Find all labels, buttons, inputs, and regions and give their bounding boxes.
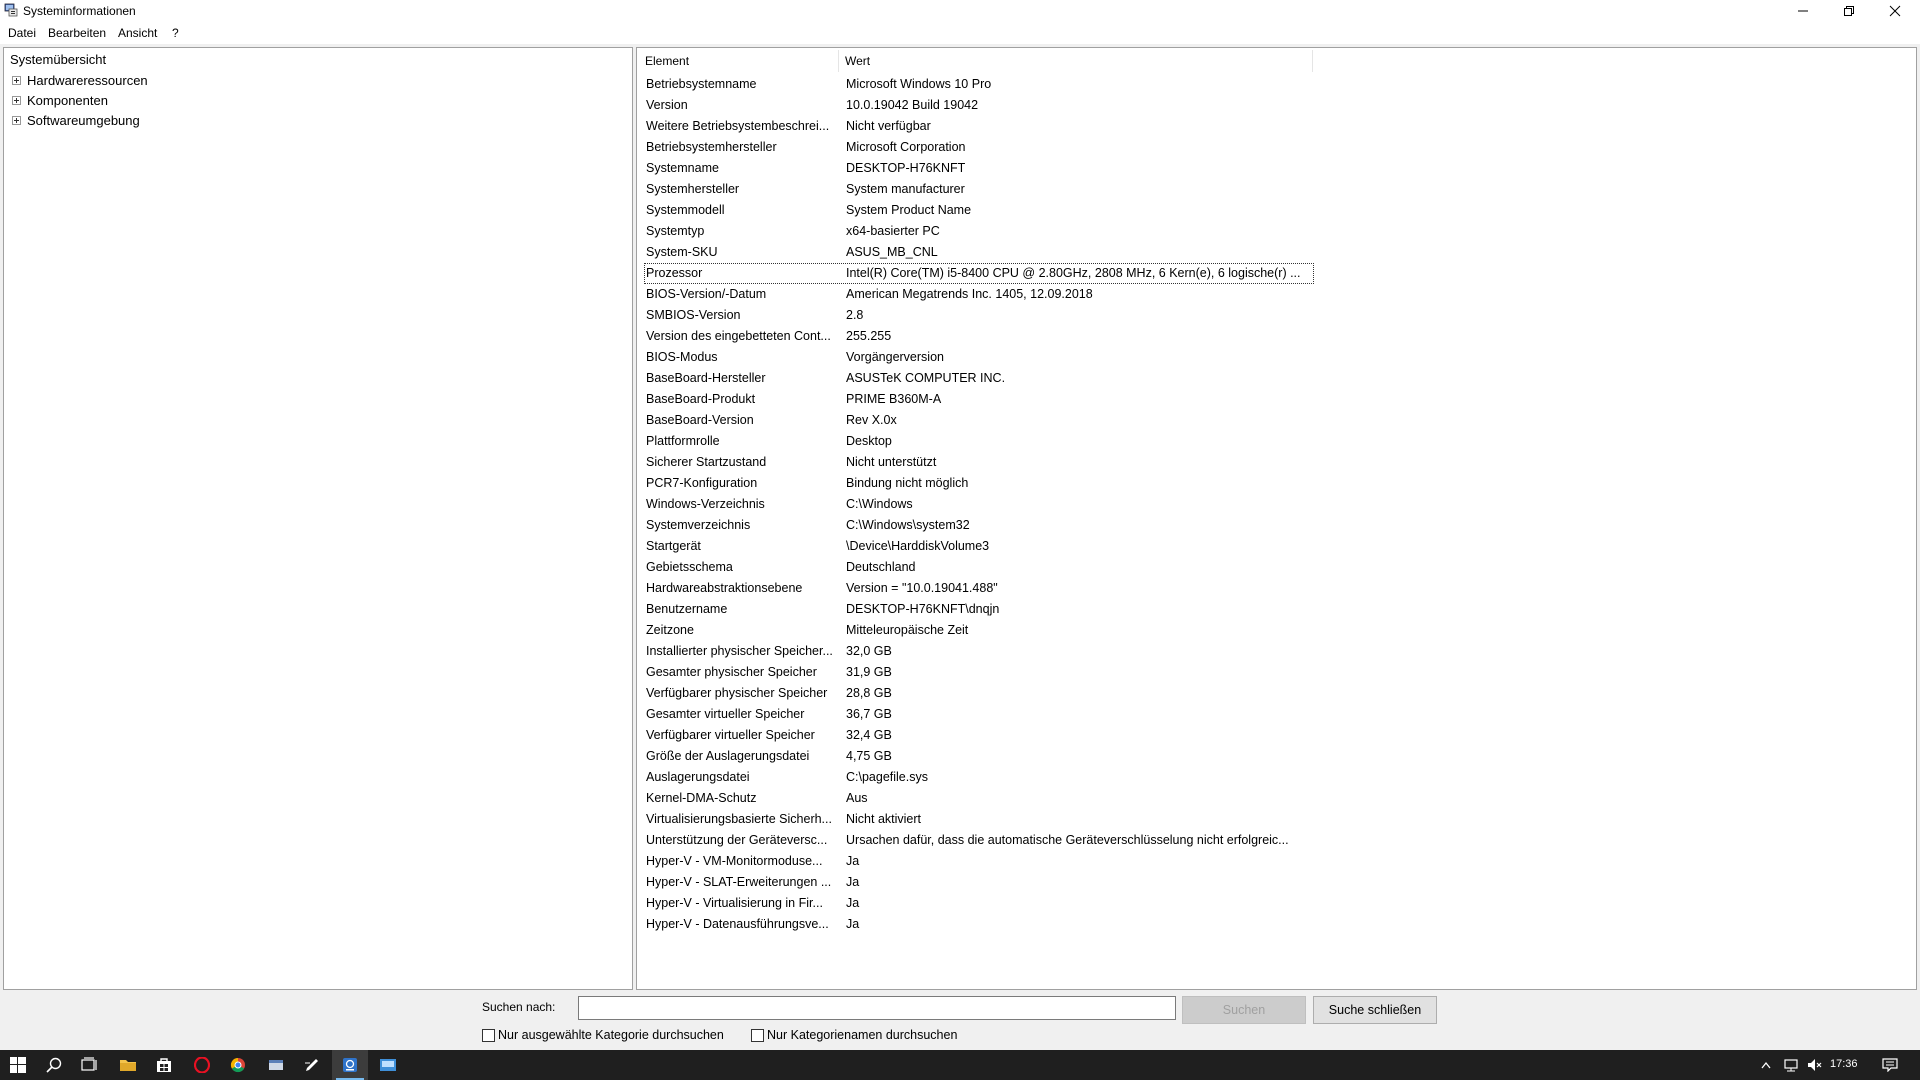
table-row[interactable]: [644, 515, 1314, 536]
value-cell: Ja: [846, 917, 860, 931]
element-cell: Systemtyp: [646, 224, 705, 238]
restore-button[interactable]: [1826, 0, 1872, 22]
close-search-button[interactable]: Suche schließen: [1313, 996, 1437, 1024]
category-tree: [3, 47, 633, 990]
list-header: [637, 48, 1916, 73]
expand-icon[interactable]: [12, 76, 21, 85]
element-cell: Gesamter virtueller Speicher: [646, 707, 805, 721]
remote-app-icon: [379, 1058, 397, 1072]
value-cell: System manufacturer: [846, 182, 965, 196]
table-row[interactable]: [644, 536, 1314, 557]
element-cell: Hyper-V - VM-Monitormoduse...: [646, 854, 823, 868]
minimize-icon: [1797, 5, 1809, 17]
table-row[interactable]: [644, 263, 1314, 284]
table-row[interactable]: [644, 284, 1314, 305]
chevron-up-icon: [1761, 1061, 1771, 1069]
value-cell: Nicht aktiviert: [846, 812, 922, 826]
element-cell: BIOS-Modus: [646, 350, 718, 364]
menu-help[interactable]: ?: [172, 26, 179, 40]
table-row[interactable]: [644, 599, 1314, 620]
value-cell: 255.255: [846, 329, 892, 343]
checkbox-box[interactable]: [751, 1029, 764, 1042]
element-cell: Prozessor: [646, 266, 703, 280]
taskbar-chrome[interactable]: [220, 1050, 256, 1080]
checkbox-selected-category[interactable]: [482, 1028, 724, 1042]
element-cell: Gebietsschema: [646, 560, 733, 574]
search-button[interactable]: Suchen: [1182, 996, 1306, 1024]
tree-item-softwareumgebung[interactable]: [12, 112, 140, 128]
element-cell: Hyper-V - SLAT-Erweiterungen ...: [646, 875, 832, 889]
checkbox-category-names[interactable]: [751, 1028, 957, 1042]
value-cell: Intel(R) Core(TM) i5-8400 CPU @ 2.80GHz, 2808 MHz, 6 Kern(e), 6 logische(r) ...: [846, 266, 1301, 280]
table-row[interactable]: [644, 200, 1314, 221]
taskbar-system-info[interactable]: [332, 1050, 368, 1080]
start-button[interactable]: [0, 1050, 36, 1080]
menu-datei[interactable]: Datei: [8, 26, 37, 40]
tray-network[interactable]: [1780, 1050, 1802, 1080]
value-cell: 28,8 GB: [846, 686, 892, 700]
table-row[interactable]: [644, 893, 1314, 914]
value-cell: Desktop: [846, 434, 892, 448]
value-cell: Rev X.0x: [846, 413, 897, 427]
search-input[interactable]: [578, 996, 1176, 1020]
element-cell: Sicherer Startzustand: [646, 455, 767, 469]
element-cell: Version: [646, 98, 688, 112]
element-cell: BaseBoard-Version: [646, 413, 754, 427]
value-cell: 36,7 GB: [846, 707, 892, 721]
table-row[interactable]: [644, 410, 1314, 431]
network-icon: [1783, 1058, 1799, 1072]
value-cell: American Megatrends Inc. 1405, 12.09.2018: [846, 287, 1093, 301]
value-cell: Aus: [846, 791, 868, 805]
taskbar-explorer[interactable]: [110, 1050, 146, 1080]
search-icon: [46, 1057, 62, 1073]
element-cell: Betriebsystemhersteller: [646, 140, 777, 154]
windows-start-icon: [10, 1057, 26, 1073]
element-cell: Version des eingebetteten Cont...: [646, 329, 831, 343]
restore-icon: [1843, 5, 1855, 17]
element-cell: Weitere Betriebsystembeschrei...: [646, 119, 830, 133]
value-cell: ASUSTeK COMPUTER INC.: [846, 371, 1006, 385]
table-row[interactable]: [644, 494, 1314, 515]
value-cell: Vorgängerversion: [846, 350, 944, 364]
window-app-icon: [268, 1058, 284, 1072]
table-row[interactable]: [644, 746, 1314, 767]
value-cell: DESKTOP-H76KNFT: [846, 161, 966, 175]
opera-icon: [194, 1057, 210, 1073]
tree-item-label: Komponenten: [27, 92, 108, 108]
value-cell: C:\pagefile.sys: [846, 770, 928, 784]
table-row[interactable]: [644, 809, 1314, 830]
tree-item-systemuebersicht[interactable]: Systemübersicht: [10, 52, 107, 67]
taskbar-app-2[interactable]: [370, 1050, 406, 1080]
value-cell: Bindung nicht möglich: [846, 476, 969, 490]
checkbox-label: Nur Kategorienamen durchsuchen: [767, 1028, 958, 1042]
value-cell: C:\Windows: [846, 497, 913, 511]
table-row[interactable]: [644, 305, 1314, 326]
table-row[interactable]: [644, 662, 1314, 683]
value-cell: Microsoft Windows 10 Pro: [846, 77, 992, 91]
search-bar: [0, 990, 1920, 1050]
element-cell: PCR7-Konfiguration: [646, 476, 758, 490]
element-cell: BaseBoard-Hersteller: [646, 371, 766, 385]
element-cell: Hardwareabstraktionsebene: [646, 581, 803, 595]
table-row[interactable]: [644, 242, 1314, 263]
tree-item-label: Softwareumgebung: [27, 112, 140, 128]
element-cell: Verfügbarer virtueller Speicher: [646, 728, 815, 742]
table-row[interactable]: [644, 872, 1314, 893]
table-row[interactable]: [644, 704, 1314, 725]
element-cell: System-SKU: [646, 245, 718, 259]
table-row[interactable]: [644, 473, 1314, 494]
tray-volume[interactable]: [1804, 1050, 1826, 1080]
title-bar: [0, 0, 1920, 22]
value-cell: Mitteleuropäische Zeit: [846, 623, 969, 637]
value-cell: Microsoft Corporation: [846, 140, 966, 154]
value-cell: C:\Windows\system32: [846, 518, 970, 532]
element-cell: SMBIOS-Version: [646, 308, 741, 322]
value-cell: Nicht unterstützt: [846, 455, 937, 469]
expand-icon[interactable]: [12, 96, 21, 105]
table-row[interactable]: [644, 74, 1314, 95]
table-row[interactable]: [644, 179, 1314, 200]
menu-bar: [0, 22, 1920, 44]
window-title: Systeminformationen: [23, 4, 136, 18]
value-cell: x64-basierter PC: [846, 224, 940, 238]
notification-icon: [1882, 1058, 1898, 1072]
column-divider[interactable]: [1312, 50, 1313, 72]
clock[interactable]: 17:36: [1830, 1058, 1858, 1070]
close-icon: [1889, 5, 1901, 17]
tree-item-label: Hardwareressourcen: [27, 72, 148, 88]
pen-icon: [304, 1057, 320, 1073]
table-row[interactable]: [644, 137, 1314, 158]
table-row[interactable]: [644, 578, 1314, 599]
value-cell: Ja: [846, 896, 860, 910]
search-label: Suchen nach:: [482, 1000, 556, 1014]
element-cell: Benutzername: [646, 602, 728, 616]
value-cell: Ja: [846, 854, 860, 868]
element-cell: BaseBoard-Produkt: [646, 392, 756, 406]
menu-bearbeiten[interactable]: Bearbeiten: [48, 26, 107, 40]
element-cell: Hyper-V - Virtualisierung in Fir...: [646, 896, 823, 910]
element-cell: Unterstützung der Geräteversc...: [646, 833, 828, 847]
table-row[interactable]: [644, 452, 1314, 473]
system-info-app-icon: [4, 3, 18, 17]
value-cell: Ursachen dafür, dass die automatische Geräteverschlüsselung nicht erfolgreic...: [846, 833, 1289, 847]
value-cell: 32,0 GB: [846, 644, 892, 658]
value-cell: PRIME B360M-A: [846, 392, 942, 406]
table-row[interactable]: [644, 158, 1314, 179]
table-row[interactable]: [644, 347, 1314, 368]
element-cell: Virtualisierungsbasierte Sicherh...: [646, 812, 832, 826]
value-cell: 31,9 GB: [846, 665, 892, 679]
task-view-icon: [81, 1057, 99, 1073]
table-row[interactable]: [644, 683, 1314, 704]
column-divider[interactable]: [838, 50, 839, 72]
table-row[interactable]: [644, 725, 1314, 746]
value-cell: Version = "10.0.19041.488": [846, 581, 998, 595]
checkbox-box[interactable]: [482, 1029, 495, 1042]
element-cell: BIOS-Version/-Datum: [646, 287, 767, 301]
chrome-icon: [230, 1057, 246, 1073]
table-row[interactable]: [644, 767, 1314, 788]
table-row[interactable]: [644, 620, 1314, 641]
element-cell: Systemname: [646, 161, 719, 175]
value-cell: Deutschland: [846, 560, 916, 574]
tray-overflow-button[interactable]: [1756, 1050, 1776, 1080]
folder-icon: [119, 1057, 137, 1073]
table-row[interactable]: [644, 221, 1314, 242]
element-cell: Größe der Auslagerungsdatei: [646, 749, 810, 763]
task-view-button[interactable]: [72, 1050, 108, 1080]
minimize-button[interactable]: [1780, 0, 1826, 22]
table-row[interactable]: [644, 557, 1314, 578]
expand-icon[interactable]: [12, 116, 21, 125]
element-cell: Systemverzeichnis: [646, 518, 751, 532]
table-row[interactable]: [644, 431, 1314, 452]
taskbar-store[interactable]: [146, 1050, 182, 1080]
volume-muted-icon: [1807, 1058, 1823, 1072]
value-cell: 2.8: [846, 308, 864, 322]
details-list: [636, 47, 1917, 990]
taskbar: [0, 1050, 1920, 1080]
element-cell: Gesamter physischer Speicher: [646, 665, 817, 679]
action-center-button[interactable]: [1872, 1050, 1908, 1080]
value-cell: 4,75 GB: [846, 749, 892, 763]
menu-ansicht[interactable]: Ansicht: [118, 26, 158, 40]
table-row[interactable]: [644, 641, 1314, 662]
table-row[interactable]: [644, 788, 1314, 809]
table-row[interactable]: [644, 116, 1314, 137]
element-cell: Hyper-V - Datenausführungsve...: [646, 917, 829, 931]
tree-item-hardwareressourcen[interactable]: [12, 72, 148, 88]
system-info-icon: [342, 1057, 358, 1073]
taskbar-search-button[interactable]: [36, 1050, 72, 1080]
table-row[interactable]: [644, 95, 1314, 116]
table-row[interactable]: [644, 389, 1314, 410]
column-header-wert[interactable]: Wert: [845, 54, 871, 68]
element-cell: Betriebsystemname: [646, 77, 757, 91]
value-cell: System Product Name: [846, 203, 972, 217]
element-cell: Systemhersteller: [646, 182, 740, 196]
element-cell: Zeitzone: [646, 623, 694, 637]
value-cell: Ja: [846, 875, 860, 889]
value-cell: DESKTOP-H76KNFT\dnqjn: [846, 602, 1000, 616]
element-cell: Verfügbarer physischer Speicher: [646, 686, 828, 700]
store-icon: [156, 1057, 172, 1073]
element-cell: Auslagerungsdatei: [646, 770, 750, 784]
value-cell: 32,4 GB: [846, 728, 892, 742]
value-cell: 10.0.19042 Build 19042: [846, 98, 979, 112]
table-row[interactable]: [644, 914, 1314, 935]
table-row[interactable]: [644, 851, 1314, 872]
tree-item-komponenten[interactable]: [12, 92, 108, 108]
table-row[interactable]: [644, 368, 1314, 389]
close-button[interactable]: [1872, 0, 1918, 22]
table-row[interactable]: [644, 830, 1314, 851]
element-cell: Kernel-DMA-Schutz: [646, 791, 757, 805]
taskbar-app[interactable]: [258, 1050, 294, 1080]
element-cell: Plattformrolle: [646, 434, 720, 448]
value-cell: \Device\HarddiskVolume3: [846, 539, 990, 553]
checkbox-label: Nur ausgewählte Kategorie durchsuchen: [498, 1028, 724, 1042]
taskbar-pen-app[interactable]: [294, 1050, 330, 1080]
value-cell: Nicht verfügbar: [846, 119, 931, 133]
value-cell: ASUS_MB_CNL: [846, 245, 938, 259]
table-row[interactable]: [644, 326, 1314, 347]
taskbar-opera[interactable]: [184, 1050, 220, 1080]
column-header-element[interactable]: Element: [645, 54, 690, 68]
element-cell: Systemmodell: [646, 203, 725, 217]
element-cell: Installierter physischer Speicher...: [646, 644, 833, 658]
element-cell: Startgerät: [646, 539, 701, 553]
element-cell: Windows-Verzeichnis: [646, 497, 765, 511]
